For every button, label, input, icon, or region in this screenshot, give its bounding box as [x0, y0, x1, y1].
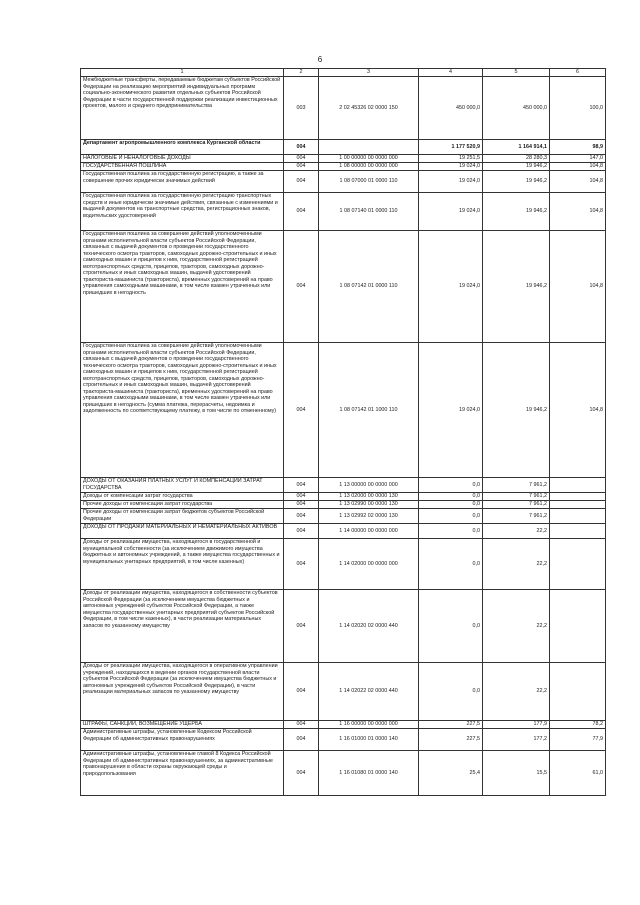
row-admin-code: 004 [284, 524, 319, 539]
row-admin-code: 004 [284, 231, 319, 343]
row-budget-code: 1 14 02020 02 0000 440 [319, 590, 419, 663]
row-admin-code: 004 [284, 193, 319, 231]
row-plan-amount: 450 000,0 [419, 77, 483, 140]
row-admin-code: 004 [284, 171, 319, 193]
row-actual-amount: 22,2 [483, 539, 550, 590]
table-row [81, 524, 606, 539]
row-plan-amount: 1 177 520,9 [419, 140, 483, 155]
row-budget-code: 1 16 01080 01 0000 140 [319, 751, 419, 796]
table-row [81, 163, 606, 171]
row-name: Департамент агропромышленного комплекса Курганской области [81, 140, 284, 155]
row-admin-code: 004 [284, 501, 319, 509]
table-row [81, 539, 606, 590]
row-actual-amount: 19 946,2 [483, 163, 550, 171]
row-budget-code: 2 02 45326 02 0000 150 [319, 77, 419, 140]
row-percent: 98,9 [550, 140, 606, 155]
row-percent [550, 478, 606, 493]
row-admin-code: 004 [284, 493, 319, 501]
row-plan-amount: 227,5 [419, 721, 483, 729]
row-percent: 104,8 [550, 343, 606, 478]
row-admin-code: 004 [284, 663, 319, 721]
row-percent: 100,0 [550, 77, 606, 140]
row-actual-amount: 7 961,2 [483, 493, 550, 501]
column-number: 2 [284, 69, 319, 77]
table-row [81, 171, 606, 193]
row-name: НАЛОГОВЫЕ И НЕНАЛОГОВЫЕ ДОХОДЫ [81, 155, 284, 163]
table-row [81, 140, 606, 155]
table-row [81, 493, 606, 501]
row-budget-code: 1 16 00000 00 0000 000 [319, 721, 419, 729]
row-budget-code: 1 00 00000 00 0000 000 [319, 155, 419, 163]
row-admin-code: 004 [284, 140, 319, 155]
row-actual-amount: 1 164 914,1 [483, 140, 550, 155]
row-admin-code: 004 [284, 163, 319, 171]
row-admin-code: 004 [284, 590, 319, 663]
row-budget-code: 1 14 02022 02 0000 440 [319, 663, 419, 721]
row-budget-code: 1 08 07142 01 0000 110 [319, 231, 419, 343]
row-percent: 104,8 [550, 163, 606, 171]
row-percent: 104,8 [550, 193, 606, 231]
column-number: 3 [319, 69, 419, 77]
row-plan-amount: 0,0 [419, 539, 483, 590]
revenue-table [80, 68, 606, 796]
row-name: ГОСУДАРСТВЕННАЯ ПОШЛИНА [81, 163, 284, 171]
row-percent [550, 524, 606, 539]
row-percent [550, 509, 606, 524]
table-row [81, 501, 606, 509]
row-percent [550, 590, 606, 663]
row-budget-code: 1 14 02000 00 0000 000 [319, 539, 419, 590]
table-row [81, 721, 606, 729]
row-admin-code: 004 [284, 729, 319, 751]
row-budget-code: 1 13 02000 00 0000 130 [319, 493, 419, 501]
table-row [81, 231, 606, 343]
row-plan-amount: 0,0 [419, 509, 483, 524]
row-name: ДОХОДЫ ОТ ПРОДАЖИ МАТЕРИАЛЬНЫХ И НЕМАТЕРИАЛЬНЫХ АКТИВОВ [81, 524, 284, 539]
row-percent [550, 493, 606, 501]
row-percent: 104,8 [550, 171, 606, 193]
row-plan-amount: 0,0 [419, 493, 483, 501]
table-row [81, 663, 606, 721]
row-percent: 104,8 [550, 231, 606, 343]
row-admin-code: 004 [284, 343, 319, 478]
row-percent: 147,0 [550, 155, 606, 163]
row-name: Доходы от реализации имущества, находящегося в оперативном управлении учреждений, находящихся в ведении органов государственной власти субъектов Российской Федерации (за исключением имущества бюджетных и автономных учреждений субъектов Российской Федерации), в части реализации материальных запасов по указанному имуществу [81, 663, 284, 721]
row-budget-code: 1 08 07142 01 1000 110 [319, 343, 419, 478]
table-row [81, 155, 606, 163]
row-percent [550, 539, 606, 590]
row-plan-amount: 19 024,0 [419, 163, 483, 171]
row-actual-amount: 22,2 [483, 663, 550, 721]
row-plan-amount: 227,5 [419, 729, 483, 751]
row-percent: 78,2 [550, 721, 606, 729]
row-name: ДОХОДЫ ОТ ОКАЗАНИЯ ПЛАТНЫХ УСЛУГ И КОМПЕНСАЦИИ ЗАТРАТ ГОСУДАРСТВА [81, 478, 284, 493]
row-budget-code: 1 08 07140 01 0000 110 [319, 193, 419, 231]
row-name: Прочие доходы от компенсации затрат бюджетов субъектов Российской Федерации [81, 509, 284, 524]
row-actual-amount: 19 946,2 [483, 171, 550, 193]
row-admin-code: 003 [284, 77, 319, 140]
row-budget-code: 1 13 02990 00 0000 130 [319, 501, 419, 509]
row-name: Доходы от реализации имущества, находящегося в собственности субъектов Российской Федерации (за исключением имущества бюджетных и автономных учреждений субъектов Российской Федерации, а также имущества государственных унитарных предприятий субъектов Российской Федерации, в том числе казенных), в части реализации материальных запасов по указанному имуществу [81, 590, 284, 663]
table-row [81, 478, 606, 493]
row-plan-amount: 0,0 [419, 501, 483, 509]
row-admin-code: 004 [284, 478, 319, 493]
row-budget-code: 1 13 02992 02 0000 130 [319, 509, 419, 524]
row-actual-amount: 22,2 [483, 590, 550, 663]
row-actual-amount: 7 961,2 [483, 509, 550, 524]
row-admin-code: 004 [284, 721, 319, 729]
row-plan-amount: 19 024,0 [419, 193, 483, 231]
page-number: 6 [317, 55, 323, 64]
row-name: Государственная пошлина за государственную регистрацию транспортных средств и иные юридически значимые действия, связанные с изменениями и выдачей документов на транспортные средства, регистрационных знаков, водительских удостоверений [81, 193, 284, 231]
row-name: Прочие доходы от компенсации затрат государства [81, 501, 284, 509]
row-budget-code: 1 14 00000 00 0000 000 [319, 524, 419, 539]
row-actual-amount: 7 961,2 [483, 478, 550, 493]
row-actual-amount: 177,2 [483, 729, 550, 751]
column-number: 5 [483, 69, 550, 77]
row-budget-code: 1 13 00000 00 0000 000 [319, 478, 419, 493]
table-row [81, 193, 606, 231]
column-number: 6 [550, 69, 606, 77]
row-actual-amount: 450 000,0 [483, 77, 550, 140]
row-percent [550, 501, 606, 509]
row-name: Доходы от реализации имущества, находящегося в государственной и муниципальной собственности (за исключением движимого имущества бюджетных и автономных учреждений, а также имущества государственных и муниципальных унитарных предприятий, в том числе казенных) [81, 539, 284, 590]
row-actual-amount: 19 946,2 [483, 231, 550, 343]
row-name: Межбюджетные трансферты, передаваемые бюджетам субъектов Российской Федерации на реализацию мероприятий индивидуальных программ социально-экономического развития отдельных субъектов Российской Федерации в части государственной поддержки реализации инвестиционных проектов, малого и среднего предпринимательства [81, 77, 284, 140]
table-row [81, 509, 606, 524]
row-plan-amount: 25,4 [419, 751, 483, 796]
row-plan-amount: 0,0 [419, 663, 483, 721]
row-plan-amount: 0,0 [419, 590, 483, 663]
column-number: 1 [81, 69, 284, 77]
row-budget-code: 1 08 07000 01 0000 110 [319, 171, 419, 193]
row-plan-amount: 19 024,0 [419, 231, 483, 343]
row-budget-code: 1 16 01000 01 0000 140 [319, 729, 419, 751]
row-actual-amount: 19 946,2 [483, 343, 550, 478]
row-actual-amount: 19 946,2 [483, 193, 550, 231]
row-admin-code: 004 [284, 751, 319, 796]
row-plan-amount: 19 024,0 [419, 343, 483, 478]
row-actual-amount: 28 280,3 [483, 155, 550, 163]
row-percent [550, 663, 606, 721]
row-budget-code: 1 08 00000 00 0000 000 [319, 163, 419, 171]
row-plan-amount: 0,0 [419, 524, 483, 539]
row-admin-code: 004 [284, 155, 319, 163]
row-name: Государственная пошлина за совершение действий уполномоченными органами исполнительной власти субъектов Российской Федерации, связанных с выдачей документов о проведении государственного технического осмотра тракторов, самоходных дорожно-строительных и иных самоходных машин и прицепов к ним, государственной регистрацией мототранспортных средств, прицепов, тракторов, самоходных дорожно-строительных и иных самоходных машин, выдачей удостоверений тракториста-машиниста (тракториста), временных удостоверений на право управления самоходными машинами, в том числе взамен утраченных или пришедших в негодность (сумма платежа, перерасчеты, недоимка и задолженность по соответствующему платежу, в том числе по отмененному) [81, 343, 284, 478]
row-percent: 61,0 [550, 751, 606, 796]
table-row [81, 729, 606, 751]
row-actual-amount: 15,5 [483, 751, 550, 796]
row-admin-code: 004 [284, 509, 319, 524]
row-actual-amount: 22,2 [483, 524, 550, 539]
row-name: Доходы от компенсации затрат государства [81, 493, 284, 501]
row-name: Административные штрафы, установленные Кодексом Российской Федерации об административных правонарушениях [81, 729, 284, 751]
column-number: 4 [419, 69, 483, 77]
row-percent: 77,9 [550, 729, 606, 751]
row-admin-code: 004 [284, 539, 319, 590]
row-name: ШТРАФЫ, САНКЦИИ, ВОЗМЕЩЕНИЕ УЩЕРБА [81, 721, 284, 729]
row-plan-amount: 19 024,0 [419, 171, 483, 193]
row-name: Государственная пошлина за государственную регистрацию, а также за совершение прочих юридически значимых действий [81, 171, 284, 193]
row-name: Административные штрафы, установленные главой 8 Кодекса Российской Федерации об административных правонарушениях, за административные правонарушения в области охраны окружающей среды и природопользования [81, 751, 284, 796]
row-plan-amount: 0,0 [419, 478, 483, 493]
row-name: Государственная пошлина за совершение действий уполномоченными органами исполнительной власти субъектов Российской Федерации, связанных с выдачей документов о проведении государственного технического осмотра тракторов, самоходных дорожно-строительных и иных самоходных машин и прицепов к ним, государственной регистрацией мототранспортных средств, прицепов, тракторов, самоходных дорожно-строительных и иных самоходных машин, выдачей удостоверений тракториста-машиниста (тракториста), временных удостоверений на право управления самоходными машинами, в том числе взамен утраченных или пришедших в негодность [81, 231, 284, 343]
table-row [81, 590, 606, 663]
row-plan-amount: 19 251,5 [419, 155, 483, 163]
column-number-row [81, 69, 606, 77]
table-row [81, 77, 606, 140]
row-budget-code [319, 140, 419, 155]
row-actual-amount: 7 961,2 [483, 501, 550, 509]
row-actual-amount: 177,9 [483, 721, 550, 729]
table-row [81, 751, 606, 796]
table-row [81, 343, 606, 478]
